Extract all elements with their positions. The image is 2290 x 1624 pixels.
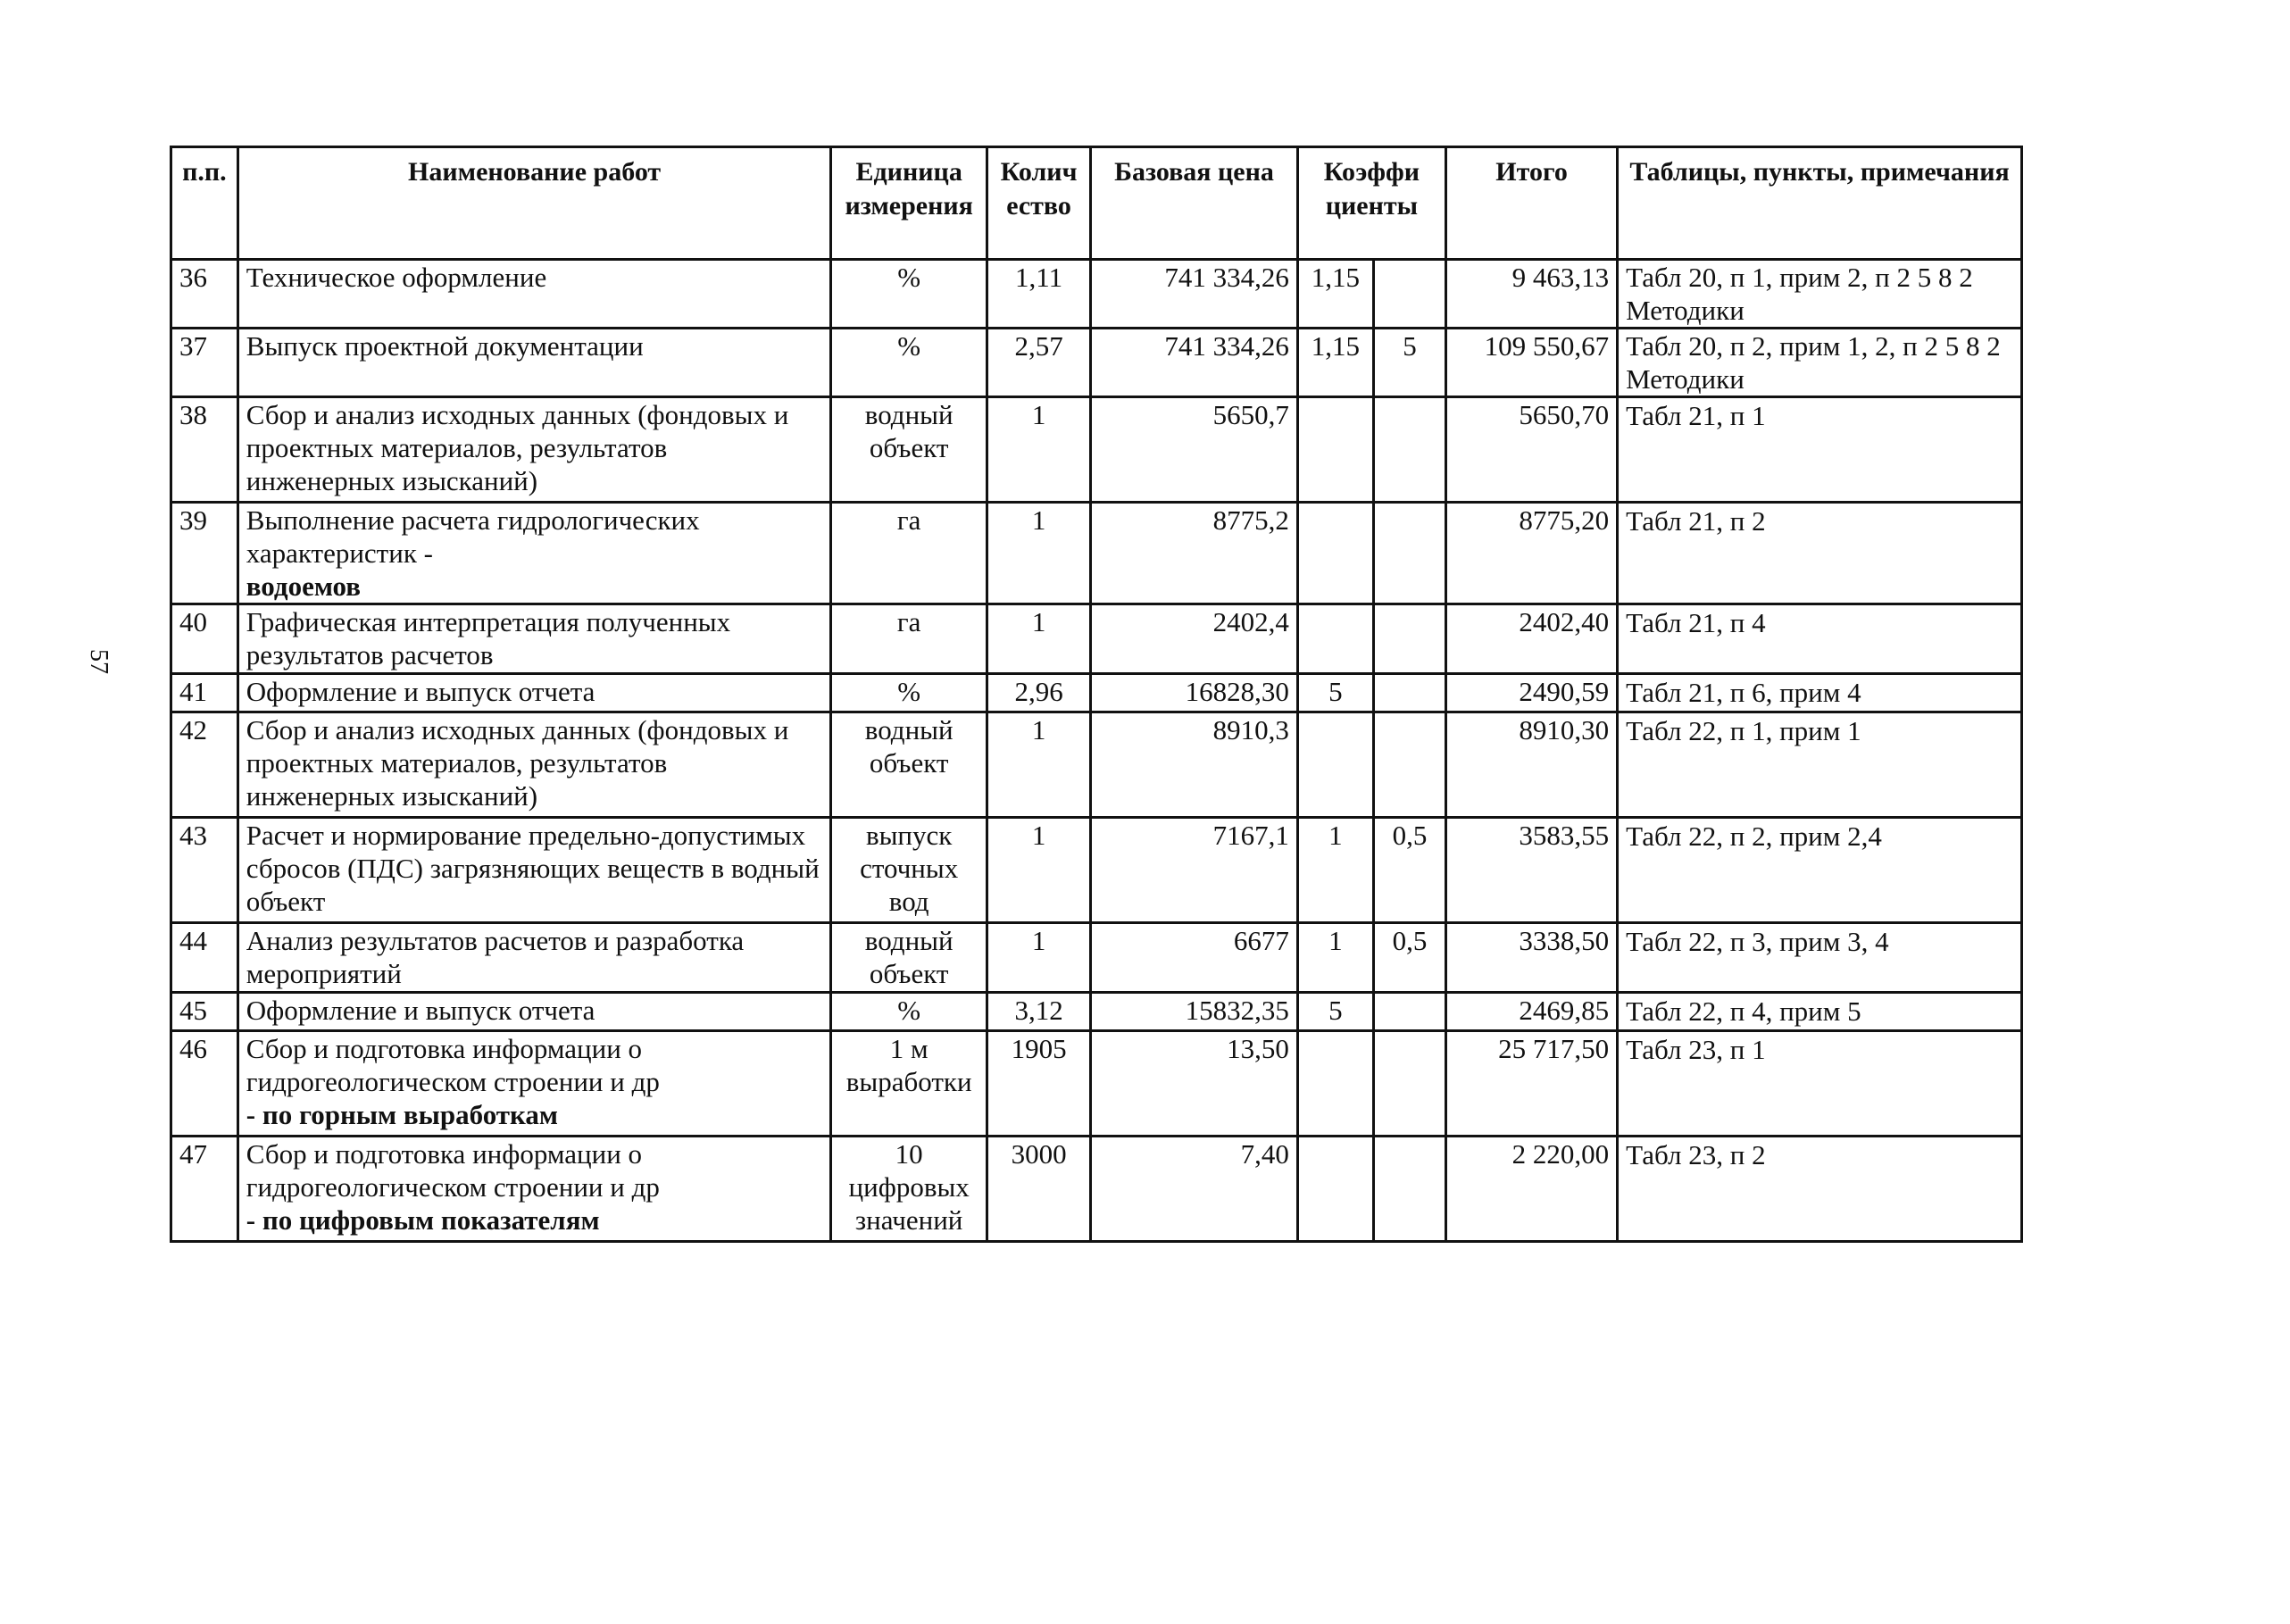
table-row xyxy=(171,329,2022,397)
row-unit: % xyxy=(831,993,987,1031)
row-name xyxy=(237,329,831,397)
row-unit: % xyxy=(831,260,987,329)
row-unit: % xyxy=(831,329,987,397)
row-base-price: 5650,7 xyxy=(1091,397,1298,503)
table-row xyxy=(171,604,2022,674)
row-base-price: 2402,4 xyxy=(1091,604,1298,674)
row-quantity: 1 xyxy=(987,397,1090,503)
row-name xyxy=(237,993,831,1031)
row-name-bold: водоемов xyxy=(246,570,362,602)
table-row xyxy=(171,674,2022,712)
row-notes: Табл 20, п 1, прим 2, п 2 5 8 2 Методики xyxy=(1618,260,2022,329)
row-name-text: Сбор и анализ исходных данных (фондовых и проектных материалов, результатов инженерных изысканий) xyxy=(246,714,789,812)
row-total: 3338,50 xyxy=(1445,923,1617,993)
table-row xyxy=(171,260,2022,329)
row-notes: Табл 21, п 4 xyxy=(1618,604,2022,674)
header-unit: Единица измерения xyxy=(831,147,987,260)
row-name-text: Сбор и подготовка информации о гидрогеологическом строении и др xyxy=(246,1138,660,1203)
row-coef-2 xyxy=(1373,397,1445,503)
row-coef-1 xyxy=(1297,712,1373,818)
header-coef: Коэффи циенты xyxy=(1297,147,1445,260)
table-row xyxy=(171,712,2022,818)
row-total: 8775,20 xyxy=(1445,503,1617,604)
row-base-price: 6677 xyxy=(1091,923,1298,993)
row-unit: водный объект xyxy=(831,712,987,818)
row-quantity: 1 xyxy=(987,923,1090,993)
row-notes: Табл 20, п 2, прим 1, 2, п 2 5 8 2 Методики xyxy=(1618,329,2022,397)
row-quantity: 1905 xyxy=(987,1031,1090,1137)
row-number: 44 xyxy=(171,923,238,993)
row-total: 3583,55 xyxy=(1445,818,1617,923)
table-row xyxy=(171,397,2022,503)
works-table xyxy=(170,146,2023,1243)
row-number: 42 xyxy=(171,712,238,818)
row-coef-2: 0,5 xyxy=(1373,923,1445,993)
table-row xyxy=(171,993,2022,1031)
row-quantity: 2,96 xyxy=(987,674,1090,712)
row-number: 40 xyxy=(171,604,238,674)
row-number: 37 xyxy=(171,329,238,397)
table-row xyxy=(171,1031,2022,1137)
row-coef-2 xyxy=(1373,1031,1445,1137)
row-notes: Табл 21, п 1 xyxy=(1618,397,2022,503)
row-number: 38 xyxy=(171,397,238,503)
row-coef-1 xyxy=(1297,397,1373,503)
row-coef-2 xyxy=(1373,993,1445,1031)
row-total: 8910,30 xyxy=(1445,712,1617,818)
table-header-row xyxy=(171,147,2022,260)
table-row xyxy=(171,1137,2022,1242)
row-base-price: 7,40 xyxy=(1091,1137,1298,1242)
row-number: 47 xyxy=(171,1137,238,1242)
row-name-text: Анализ результатов расчетов и разработка мероприятий xyxy=(246,925,745,989)
row-notes: Табл 23, п 2 xyxy=(1618,1137,2022,1242)
row-name-text: Оформление и выпуск отчета xyxy=(246,995,595,1026)
row-coef-1: 1,15 xyxy=(1297,260,1373,329)
row-notes: Табл 22, п 2, прим 2,4 xyxy=(1618,818,2022,923)
row-total: 25 717,50 xyxy=(1445,1031,1617,1137)
row-number: 43 xyxy=(171,818,238,923)
row-unit: га xyxy=(831,604,987,674)
row-base-price: 16828,30 xyxy=(1091,674,1298,712)
row-unit: 1 м выработки xyxy=(831,1031,987,1137)
row-coef-1: 1 xyxy=(1297,818,1373,923)
row-unit: 10 цифровых значений xyxy=(831,1137,987,1242)
row-base-price: 8910,3 xyxy=(1091,712,1298,818)
row-coef-1: 1,15 xyxy=(1297,329,1373,397)
row-name-text: Выполнение расчета гидрологических характеристик - xyxy=(246,504,700,569)
row-coef-2 xyxy=(1373,712,1445,818)
row-notes: Табл 22, п 3, прим 3, 4 xyxy=(1618,923,2022,993)
row-coef-1: 5 xyxy=(1297,674,1373,712)
page-number: 57 xyxy=(85,649,112,674)
row-base-price: 741 334,26 xyxy=(1091,329,1298,397)
row-notes: Табл 22, п 4, прим 5 xyxy=(1618,993,2022,1031)
row-coef-2 xyxy=(1373,503,1445,604)
header-qty: Колич ество xyxy=(987,147,1090,260)
table-row xyxy=(171,818,2022,923)
row-name xyxy=(237,260,831,329)
header-num: п.п. xyxy=(171,147,238,260)
row-notes: Табл 22, п 1, прим 1 xyxy=(1618,712,2022,818)
row-number: 41 xyxy=(171,674,238,712)
row-quantity: 1 xyxy=(987,818,1090,923)
row-coef-1 xyxy=(1297,604,1373,674)
row-name xyxy=(237,397,831,503)
row-name-text: Сбор и анализ исходных данных (фондовых и проектных материалов, результатов инженерных изысканий) xyxy=(246,399,789,496)
row-total: 9 463,13 xyxy=(1445,260,1617,329)
row-quantity: 3000 xyxy=(987,1137,1090,1242)
row-name xyxy=(237,604,831,674)
row-name-bold: - по цифровым показателям xyxy=(246,1204,600,1236)
row-base-price: 15832,35 xyxy=(1091,993,1298,1031)
table-row xyxy=(171,503,2022,604)
row-number: 45 xyxy=(171,993,238,1031)
row-number: 39 xyxy=(171,503,238,604)
row-unit: водный объект xyxy=(831,923,987,993)
row-coef-2 xyxy=(1373,604,1445,674)
row-quantity: 1 xyxy=(987,604,1090,674)
header-price: Базовая цена xyxy=(1091,147,1298,260)
row-unit: выпуск сточных вод xyxy=(831,818,987,923)
row-notes: Табл 21, п 2 xyxy=(1618,503,2022,604)
row-coef-2: 5 xyxy=(1373,329,1445,397)
row-base-price: 13,50 xyxy=(1091,1031,1298,1137)
row-number: 46 xyxy=(171,1031,238,1137)
row-coef-1 xyxy=(1297,503,1373,604)
row-name xyxy=(237,674,831,712)
row-quantity: 2,57 xyxy=(987,329,1090,397)
row-name xyxy=(237,818,831,923)
row-name-text: Техническое оформление xyxy=(246,262,547,293)
row-name xyxy=(237,503,831,604)
row-coef-1: 5 xyxy=(1297,993,1373,1031)
row-base-price: 741 334,26 xyxy=(1091,260,1298,329)
row-total: 2469,85 xyxy=(1445,993,1617,1031)
header-name: Наименование работ xyxy=(237,147,831,260)
row-name xyxy=(237,712,831,818)
row-notes: Табл 21, п 6, прим 4 xyxy=(1618,674,2022,712)
header-total: Итого xyxy=(1445,147,1617,260)
row-base-price: 7167,1 xyxy=(1091,818,1298,923)
row-name-bold: - по горным выработкам xyxy=(246,1099,559,1130)
row-name-text: Расчет и нормирование предельно-допустимых сбросов (ПДС) загрязняющих веществ в водный объект xyxy=(246,820,820,917)
header-notes: Таблицы, пункты, примечания xyxy=(1618,147,2022,260)
table-row xyxy=(171,923,2022,993)
row-name-text: Графическая интерпретация полученных результатов расчетов xyxy=(246,606,731,670)
row-name xyxy=(237,1137,831,1242)
row-coef-2 xyxy=(1373,260,1445,329)
row-total: 5650,70 xyxy=(1445,397,1617,503)
row-unit: % xyxy=(831,674,987,712)
row-quantity: 1,11 xyxy=(987,260,1090,329)
row-quantity: 1 xyxy=(987,712,1090,818)
row-total: 2402,40 xyxy=(1445,604,1617,674)
row-name-text: Сбор и подготовка информации о гидрогеологическом строении и др xyxy=(246,1033,660,1097)
row-quantity: 1 xyxy=(987,503,1090,604)
row-coef-1 xyxy=(1297,1137,1373,1242)
row-coef-2 xyxy=(1373,674,1445,712)
row-unit: га xyxy=(831,503,987,604)
row-name xyxy=(237,923,831,993)
row-total: 2 220,00 xyxy=(1445,1137,1617,1242)
row-unit: водный объект xyxy=(831,397,987,503)
row-coef-2 xyxy=(1373,1137,1445,1242)
row-base-price: 8775,2 xyxy=(1091,503,1298,604)
row-name-text: Оформление и выпуск отчета xyxy=(246,676,595,707)
row-total: 2490,59 xyxy=(1445,674,1617,712)
row-number: 36 xyxy=(171,260,238,329)
row-name xyxy=(237,1031,831,1137)
row-notes: Табл 23, п 1 xyxy=(1618,1031,2022,1137)
row-coef-1 xyxy=(1297,1031,1373,1137)
row-quantity: 3,12 xyxy=(987,993,1090,1031)
row-coef-2: 0,5 xyxy=(1373,818,1445,923)
row-total: 109 550,67 xyxy=(1445,329,1617,397)
row-coef-1: 1 xyxy=(1297,923,1373,993)
row-name-text: Выпуск проектной документации xyxy=(246,330,644,362)
